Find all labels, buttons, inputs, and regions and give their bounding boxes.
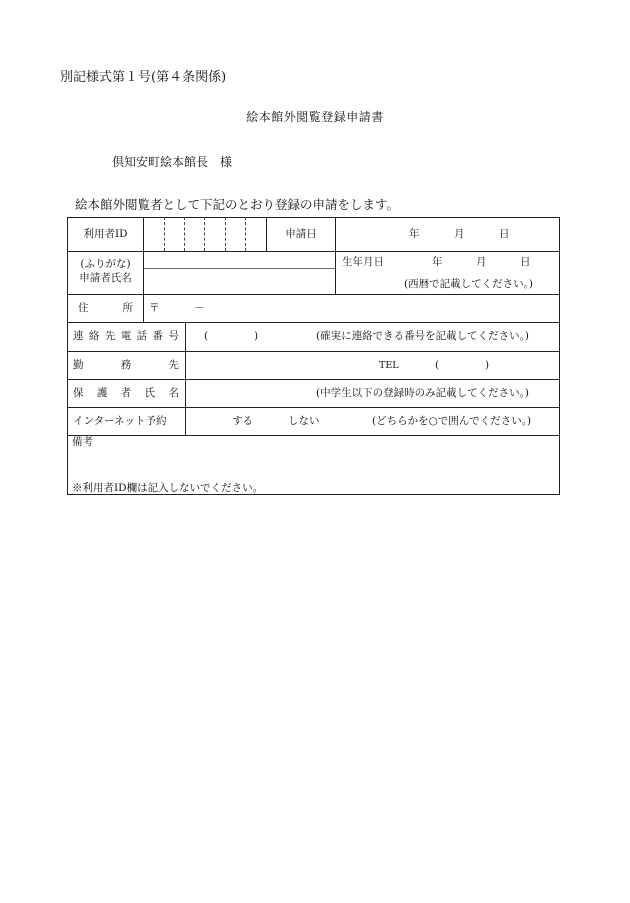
col-divider [143, 294, 144, 323]
guardian-label [73, 388, 179, 399]
phone-label-char: 連 [73, 330, 84, 342]
phone-label-char: 電 [120, 330, 132, 342]
address-label-char: 所 [122, 302, 133, 314]
row-divider [67, 351, 560, 352]
phone-label-char: 絡 [88, 330, 100, 342]
postal-dash: － [194, 302, 205, 314]
furigana-label: (ふりがな) [80, 258, 131, 270]
internet-note: (どちらかを○で囲んでください。) [372, 415, 532, 427]
remarks-label: 備考 [72, 436, 93, 448]
guardian-label-char: 名 [168, 387, 179, 399]
id-digit-divider [204, 217, 205, 251]
workplace-label [73, 360, 179, 371]
form-number-label: 別記様式第１号(第４条関係) [60, 70, 227, 85]
phone-close-paren: ) [254, 330, 259, 342]
guardian-note: (中学生以下の登録時のみ記載してください。) [316, 387, 529, 399]
tel-label: TEL [379, 360, 399, 371]
col-divider [185, 322, 186, 436]
tel-open-paren: ( [435, 359, 440, 371]
guardian-label-char: 保 [73, 387, 84, 399]
document-title: 絵本館外閲覧登録申請書 [246, 110, 384, 124]
application-date-label: 申請日 [285, 228, 317, 240]
row-divider [67, 294, 560, 295]
col-divider [143, 217, 144, 295]
guardian-label-char: 者 [120, 387, 132, 399]
postal-mark: 〒 [149, 302, 160, 314]
row-divider [67, 379, 560, 380]
application-date-day: 日 [499, 228, 510, 240]
intro-text: 絵本館外閲覧者として下記のとおり登録の申請をします。 [75, 197, 400, 212]
birth-date-note: (西暦で記載してください。) [404, 278, 533, 290]
row-divider [67, 251, 560, 252]
application-date-year: 年 [409, 228, 420, 240]
furigana-divider [144, 268, 336, 269]
addressee: 倶知安町絵本館長 様 [112, 155, 233, 169]
applicant-name-label: 申請者氏名 [79, 272, 132, 284]
id-digit-divider [164, 217, 165, 251]
id-digit-divider [245, 217, 246, 251]
internet-option-no: しない [288, 415, 320, 427]
address-label-char: 住 [78, 302, 89, 314]
remarks-note: ※利用者ID欄は記入しないでください。 [72, 482, 264, 494]
guardian-label-char: 護 [96, 387, 108, 399]
phone-label-char: 話 [136, 330, 148, 342]
internet-reservation-label: インターネット予約 [73, 415, 167, 427]
phone-label [73, 331, 179, 342]
phone-label-char: 先 [104, 330, 116, 342]
phone-label-char: 番 [152, 330, 164, 342]
birth-date-label: 生年月日 [342, 256, 384, 268]
phone-note: (確実に連絡できる番号を記載してください。) [316, 330, 529, 342]
row-divider [67, 435, 560, 436]
row-divider [67, 322, 560, 323]
row-divider [67, 407, 560, 408]
user-id-label: 利用者ID [83, 228, 128, 240]
phone-open-paren: ( [204, 330, 209, 342]
workplace-label-char: 勤 [73, 359, 84, 371]
application-date-month: 月 [454, 228, 465, 240]
phone-label-char: 号 [168, 330, 179, 342]
address-label [78, 303, 133, 314]
tel-close-paren: ) [485, 359, 490, 371]
workplace-label-char: 務 [120, 359, 132, 371]
birth-year: 年 [432, 256, 443, 268]
id-digit-divider [184, 217, 185, 251]
workplace-label-char: 先 [168, 359, 179, 371]
birth-month: 月 [476, 256, 487, 268]
birth-day: 日 [520, 256, 531, 268]
id-digit-divider [225, 217, 226, 251]
col-divider [335, 217, 336, 295]
guardian-label-char: 氏 [144, 387, 156, 399]
internet-option-yes: する [232, 415, 253, 427]
